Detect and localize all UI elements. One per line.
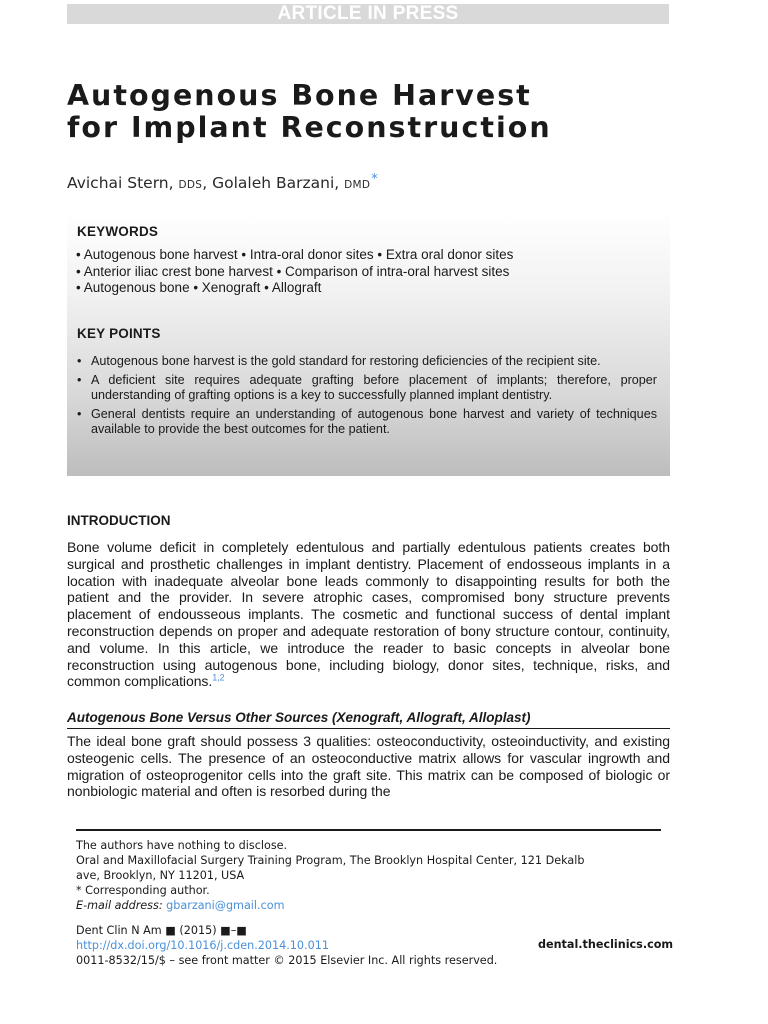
key-points-heading: KEY POINTS (77, 326, 161, 341)
keyword-line: • Autogenous bone harvest • Intra-oral donor sites • Extra oral donor sites (76, 247, 514, 262)
article-title (67, 80, 687, 144)
introduction-heading: INTRODUCTION (67, 513, 171, 528)
keyword-line: • Autogenous bone • Xenograft • Allograft (76, 280, 322, 295)
key-point-item: • Autogenous bone harvest is the gold standard for restoring deficiencies of the recipient site. (75, 354, 657, 369)
doi-link[interactable]: http://dx.doi.org/10.1016/j.cden.2014.10.011 (76, 939, 329, 952)
email-label: E-mail address: (76, 899, 163, 912)
title-line-1: Autogenous Bone Harvest (67, 79, 532, 112)
author-list (67, 174, 378, 192)
keywords-heading: KEYWORDS (77, 224, 159, 239)
journal-citation: Dent Clin N Am ■ (2015) ■–■ (76, 924, 247, 937)
title-line-2: for Implant Reconstruction (67, 111, 552, 144)
key-point-item: • General dentists require an understanding of autogenous bone harvest and variety of techniques available to provide the best outcomes for the patient. (75, 407, 657, 437)
corresponding-author-note: * Corresponding author. (76, 884, 210, 897)
introduction-paragraph (67, 539, 670, 690)
article-in-press-banner: ARTICLE IN PRESS (67, 4, 669, 24)
section-paragraph: The ideal bone graft should possess 3 qualities: osteoconductivity, osteoinductivity, and existing osteogenic cells. The presence of an osteoconductive matrix allows for vascular ingrowth and migration of osteoprogenitor cells into the graft site. This matrix can be composed of biologic or nonbiologic material and often is resorbed during the (67, 733, 670, 800)
corresponding-author-link[interactable]: * (371, 172, 378, 187)
introduction-text: Bone volume deficit in completely edentulous and partially edentulous patients creates both surgical and prosthetic challenges in implant dentistry. Placement of endosseous implants in a location with inadequate alveolar bone leads commonly to disappointing results for both the patient and the provider. In severe atrophic cases, compromised bony structure prevents placement of endousseous implants. The cosmetic and functional success of dental implant reconstruction depends on proper and adequate restoration of bony structure contour, continuity, and volume. In this article, we introduce the reader to basic concepts in alveolar bone reconstruction using autogenous bone, including biology, donor sites, technique, risks, and common complications. (67, 539, 670, 690)
email-link[interactable]: gbarzani@gmail.com (166, 899, 285, 912)
author-2-degree: DMD (344, 179, 371, 191)
footnote-divider (76, 829, 661, 831)
author-1-name: Avichai Stern, (67, 174, 174, 192)
affiliation-line-1: Oral and Maxillofacial Surgery Training Program, The Brooklyn Hospital Center, 121 Dekalb (76, 854, 585, 867)
doi-line (76, 938, 329, 953)
key-point-item: • A deficient site requires adequate grafting before placement of implants; therefore, proper understanding of grafting options is a key to successfully planned implant dentistry. (75, 373, 657, 403)
key-points-list (75, 354, 657, 441)
journal-website-link[interactable]: dental.theclinics.com (538, 938, 674, 951)
keyword-line: • Anterior iliac crest bone harvest • Comparison of intra-oral harvest sites (76, 264, 510, 279)
email-line (76, 898, 284, 913)
section-heading: Autogenous Bone Versus Other Sources (Xenograft, Allograft, Alloplast) (67, 710, 670, 729)
disclosure-note: The authors have nothing to disclose. (76, 839, 288, 852)
author-1-degree: DDS (178, 179, 203, 191)
affiliation-line-2: ave, Brooklyn, NY 11201, USA (76, 869, 245, 882)
copyright-line: 0011-8532/15/$ – see front matter © 2015 Elsevier Inc. All rights reserved. (76, 954, 498, 967)
citation-reference-link[interactable]: 1,2 (212, 672, 225, 683)
keywords-keypoints-box (67, 212, 670, 476)
author-2-name: Golaleh Barzani, (212, 174, 340, 192)
author-separator: , (202, 174, 208, 192)
